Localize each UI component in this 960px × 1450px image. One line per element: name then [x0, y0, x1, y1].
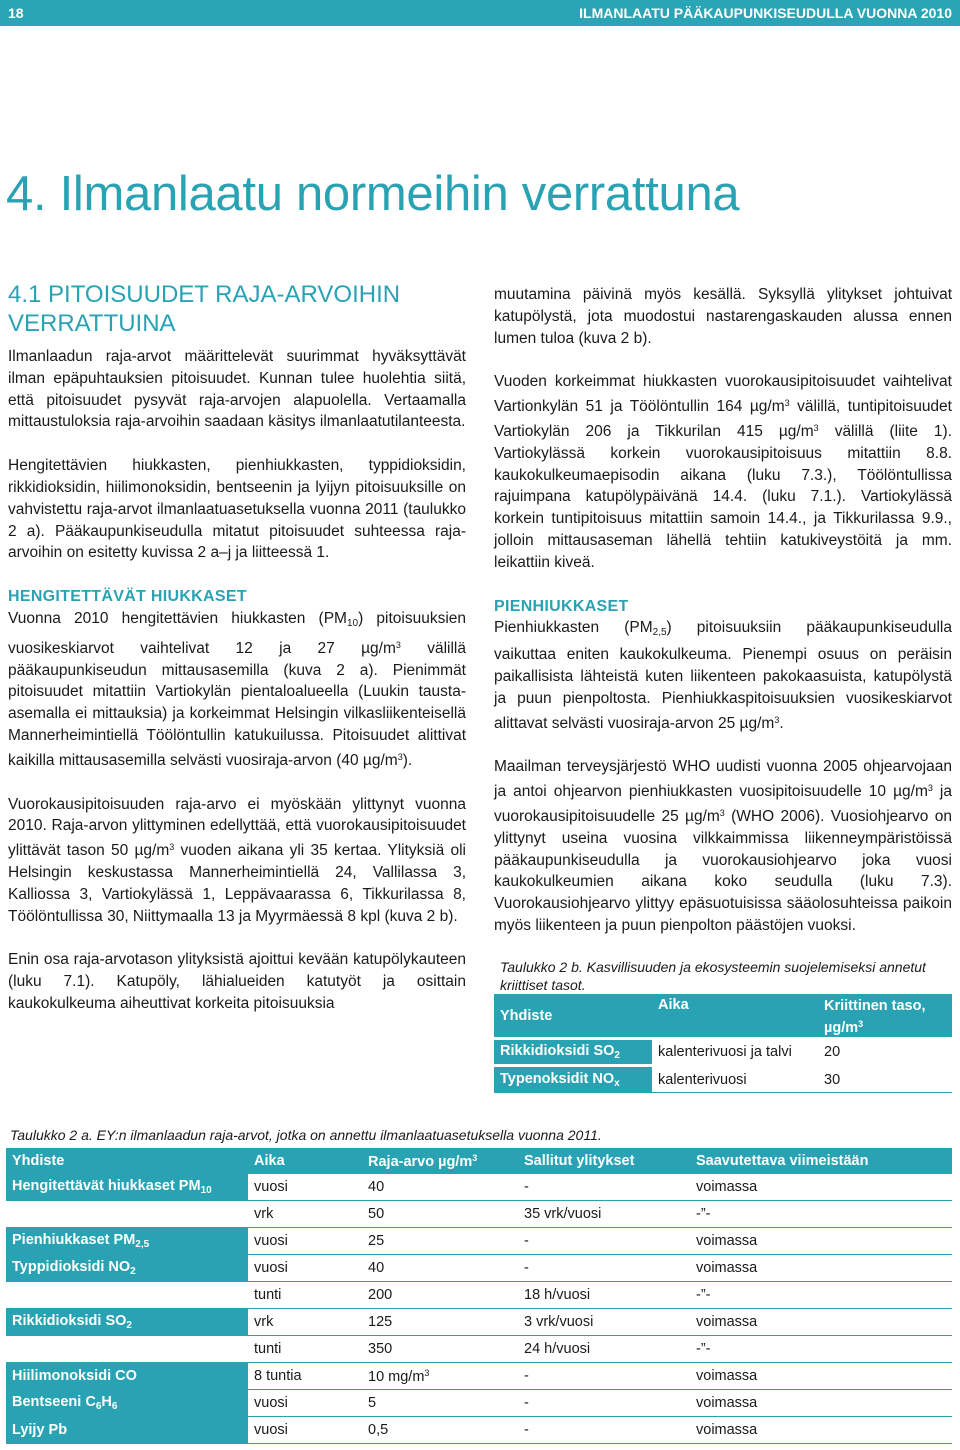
chapter-title: 4. Ilmanlaatu normeihin verrattuna [6, 167, 740, 221]
table-2b [494, 994, 952, 1093]
cell: 10 $mg/m^3$ [362, 1363, 518, 1390]
cell: 125 [362, 1309, 518, 1336]
cell: vuosi [248, 1417, 362, 1444]
column-header: Yhdiste [6, 1148, 248, 1174]
table-2b-caption: Taulukko 2 b. Kasvillisuuden ja ekosysteemin suojelemiseksi annetut kriittiset tasot. [500, 959, 926, 993]
table-row [6, 1336, 952, 1363]
cell: - [518, 1174, 690, 1201]
cell: vuosi [248, 1228, 362, 1255]
paragraph: Enin osa raja-arvotason ylityksistä ajoittui kevään katupölykauteen (luku 7.1). Katupöly, lähialueiden katutyöt ja osittain kaukokulkeuma aiheuttivat korkeita pitoisuuksia [8, 951, 466, 1012]
row-header: Rikkidioksidi $SO_2$ [494, 1039, 652, 1066]
row-header [6, 1201, 248, 1228]
cell: kalenterivuosi [652, 1066, 818, 1093]
paragraph: Hengitettävien hiukkasten, pienhiukkasten, typpidioksidin, rikkidioksidin, hiilimonoksidin, bentseenin ja lyijyn pitoisuuksille on vahvistettu raja-arvot ilmanlaatuasetuksella vuonna 2011 (taulukko 2 a). Pääkaupunkiseudulla mitatut pitoisuudet suhteessa raja-arvoihin on esitetty kuvissa 2 a–j ja liitteessä 1. [8, 457, 466, 562]
cell: 30 [818, 1066, 952, 1093]
table-row [494, 1066, 952, 1093]
running-header [0, 0, 960, 26]
left-column [8, 280, 466, 1037]
cell: 8 tuntia [248, 1363, 362, 1390]
table-2a [6, 1148, 952, 1444]
cell: - [518, 1417, 690, 1444]
cell: 50 [362, 1201, 518, 1228]
cell: voimassa [690, 1174, 952, 1201]
table-row [6, 1174, 952, 1201]
row-header: Rikkidioksidi $SO_2$ [6, 1309, 248, 1336]
row-header: Typenoksidit $NO_x$ [494, 1066, 652, 1093]
page-number: 18 [8, 5, 24, 21]
cell: -”- [690, 1282, 952, 1309]
cell: tunti [248, 1282, 362, 1309]
cell: vuosi [248, 1390, 362, 1417]
cell: 350 [362, 1336, 518, 1363]
column-header: Sallitut ylitykset [518, 1148, 690, 1174]
row-header: Hengitettävät hiukkaset $PM_{10}$ [6, 1174, 248, 1201]
cell: voimassa [690, 1309, 952, 1336]
column-header: Aika [652, 994, 818, 1039]
subheading-pienhiukkaset: PIENHIUKKASET [494, 597, 629, 615]
cell: voimassa [690, 1363, 952, 1390]
cell: 18 h/vuosi [518, 1282, 690, 1309]
subheading-hengitettavat: HENGITETTÄVÄT HIUKKASET [8, 588, 247, 606]
cell: 24 h/vuosi [518, 1336, 690, 1363]
table-row [6, 1363, 952, 1390]
table-row [6, 1417, 952, 1444]
row-header: Pienhiukkaset $PM_{2,5}$ [6, 1228, 248, 1255]
paragraph: Ilmanlaadun raja-arvot määrittelevät suurimmat hyväksyttävät ilman epäpuhtauksien pitoisuudet. Kunnan tulee huolehtia siitä, että pitoisuudet pysyvät raja-arvojen alapuolella. Vertaamalla mittaustuloksia raja-arvoihin saadaan käsitys ilmanlaatutilanteesta. [8, 348, 466, 431]
cell: voimassa [690, 1255, 952, 1282]
row-header [6, 1336, 248, 1363]
cell: kalenterivuosi ja talvi [652, 1039, 818, 1066]
table-row [6, 1228, 952, 1255]
cell: 20 [818, 1039, 952, 1066]
cell: - [518, 1228, 690, 1255]
cell: 35 vrk/vuosi [518, 1201, 690, 1228]
column-header: Yhdiste [494, 994, 652, 1039]
table-row [6, 1255, 952, 1282]
cell: -”- [690, 1336, 952, 1363]
paragraph: Vuorokausipitoisuuden raja-arvo ei myöskään ylittynyt vuonna 2010. Raja-arvon ylittyminen edellyttää, että vuorokausipitoisuudet ylittävät tason 50 $\mu g/m^3$ vuoden aikana yli 35 kertaa. Ylityksiä oli Helsingin keskustassa Mannerheimintiellä 24, Vallilassa 3, Kalliossa 3, Vartiokylässä 1, Leppävaarassa 6, Tikkurilassa 8, Töölöntullissa 30, Niittymaalla 13 ja Myyrmäessä 8 kpl (kuva 2 b). [8, 795, 466, 925]
row-header: Bentseeni $C_6H_6$ [6, 1390, 248, 1417]
row-header: Hiilimonoksidi CO [6, 1363, 248, 1390]
paragraph: muutamina päivinä myös kesällä. Syksyllä ylitykset johtuivat katupölystä, jota muodostui nastarengaskauden alussa ennen lumen tuloa (kuva 2 b). [494, 286, 952, 347]
table-2a-caption: Taulukko 2 a. EY:n ilmanlaadun raja-arvot, jotka on annettu ilmanlaatuasetuksella vuonna 2011. [10, 1127, 602, 1143]
right-column [494, 284, 952, 959]
column-header: Saavutettava viimeistään [690, 1148, 952, 1174]
paragraph: Maailman terveysjärjestö WHO uudisti vuonna 2005 ohjearvojaan ja antoi ohjearvon pienhiukkasten vuosipitoisuudelle 10 $\mu g/m^3$ ja vuorokausipitoisuudelle 25 $\mu g/m^3$ (WHO 2006). Vuosiohjearvo on ylittynyt useina vuosina vilkkaimmissa liikenneympäristöissä pääkaupunkiseudulla ja vuorokausiohjearvo joka vuosi kaukokulkeumien aikana koko seudulla (luku 7.3). Vuorokausiohjearvo ylittyy epäsuotuisissa sääolosuhteissa paikoin myös liikenteen ja puun pienpolton päästöjen vuoksi. [494, 758, 952, 934]
cell: - [518, 1363, 690, 1390]
cell: 5 [362, 1390, 518, 1417]
cell: -”- [690, 1201, 952, 1228]
cell: voimassa [690, 1228, 952, 1255]
table-row [6, 1309, 952, 1336]
paragraph: Pienhiukkasten $(PM_{2,5})$ pitoisuuksiin pääkaupunkiseudulla vaikuttaa eniten kaukokulkeuma. Pienempi osuus on peräisin paikallisista lähteistä kuten liikenteen pakokaasuista, katupölystä ja puun pienpoltosta. Pienhiukkaspitoisuuksien vuosikeskiarvot alittavat selvästi vuosiraja-arvon 25 $\mu g/m^3$. [494, 619, 952, 732]
row-header [6, 1282, 248, 1309]
paragraph: Vuoden korkeimmat hiukkasten vuorokausipitoisuudet vaihtelivat Vartionkylän 51 ja Töölöntullin 164 $\mu g/m^3$ välillä, tuntipitoisuudet Vartiokylän 206 ja Tikkurilan 415 $\mu g/m^3$ välillä (liite 1). Vartiokylässä korkein vuorokausipitoisuus mitattiin 8.8. kaukokulkeumaepisodin aikana (luku 7.3.), Töölöntullissa rajuimpana katupölypäivänä 14.4. (luku 7.1.). Vartiokylässä korkein tuntipitoisuus mitattiin samoin 14.4., ja Tikkurilassa 9.9., jolloin mittausaseman lähellä tehtiin katukiveystöitä ja mm. leikattiin kiveä. [494, 373, 953, 571]
section-title: 4.1 PITOISUUDET RAJA-ARVOIHIN VERRATTUINA [8, 281, 401, 337]
cell: voimassa [690, 1417, 952, 1444]
cell: vuosi [248, 1174, 362, 1201]
cell: 0,5 [362, 1417, 518, 1444]
cell: 40 [362, 1255, 518, 1282]
running-title: ILMANLAATU PÄÄKAUPUNKISEUDULLA VUONNA 2010 [579, 5, 952, 21]
column-header: Raja-arvo $\mu g/m^3$ [362, 1148, 518, 1174]
cell: voimassa [690, 1390, 952, 1417]
table-row [6, 1282, 952, 1309]
cell: 25 [362, 1228, 518, 1255]
table-row [6, 1390, 952, 1417]
column-header: Aika [248, 1148, 362, 1174]
cell: 40 [362, 1174, 518, 1201]
cell: vrk [248, 1309, 362, 1336]
table-row [494, 1039, 952, 1066]
paragraph: Vuonna 2010 hengitettävien hiukkasten $(PM_{10})$ pitoisuuksien vuosikeskiarvot vaihtelivat 12 ja 27 $\mu g/m^3$ välillä pääkaupunkiseudun mittausasemilla (kuva 2 a). Pienimmät pitoisuudet mitattiin Vartiokylän pientaloalueella (Luukin tausta-asemalla ei mittauksia) ja korkeimmat Helsingin vilkasliikenteisellä Mannerheimintiellä Töölöntullin katukuilussa. Pitoisuudet alittivat kaikilla mittausasemilla selvästi vuosiraja-arvon (40 $\mu g/m^3$). [8, 609, 467, 769]
table-row [6, 1201, 952, 1228]
cell: - [518, 1255, 690, 1282]
cell: vuosi [248, 1255, 362, 1282]
column-header: Kriittinen taso, $\mu g/m^3$ [818, 994, 952, 1039]
row-header: Lyijy Pb [6, 1417, 248, 1444]
cell: 3 vrk/vuosi [518, 1309, 690, 1336]
cell: - [518, 1390, 690, 1417]
cell: tunti [248, 1336, 362, 1363]
cell: 200 [362, 1282, 518, 1309]
row-header: Typpidioksidi $NO_2$ [6, 1255, 248, 1282]
cell: vrk [248, 1201, 362, 1228]
